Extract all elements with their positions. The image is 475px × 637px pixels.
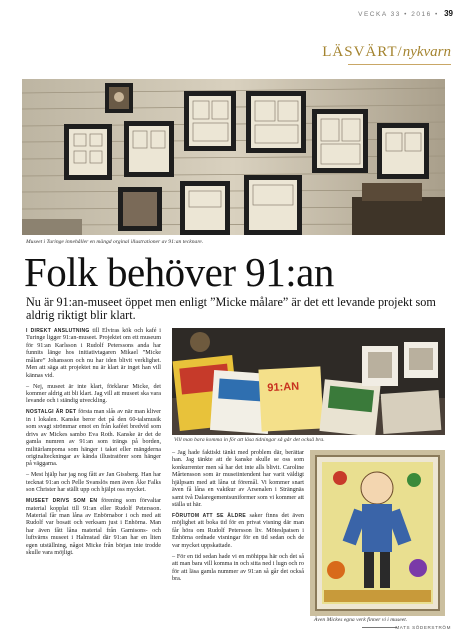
paragraph-text: – Nej, museet är inte klart, förklarar Micke, det kommer aldrig att bli klart. Jag vill att museet ska vara levande och i ständig utveckling. bbox=[26, 383, 161, 405]
comics-photo bbox=[172, 328, 445, 435]
paragraph bbox=[26, 409, 161, 469]
page-number: 39 bbox=[444, 9, 453, 18]
byline-rule bbox=[362, 627, 397, 628]
hero-photo bbox=[22, 79, 445, 235]
art-photo bbox=[310, 450, 445, 616]
folio bbox=[358, 9, 453, 18]
section-label-left: LÄSVÄRT/ bbox=[322, 44, 403, 60]
lead-in: I DIREKT ANSLUTNING bbox=[26, 328, 90, 334]
paragraph bbox=[172, 513, 304, 550]
paragraph-text: första man slås av när man kliver in i lokalen. Kanske beror det på den 60-talsmusik som svagt strömmar emot en från kaféet bredvid som drivs av Mickes sambo Eva Roth. Kanske är det de gamla numren av 91:an som trängs på borden, militärlampoma som hänger i taket eller mängderna originalteckningar av kända illustratörer som hänger på väggarna. bbox=[26, 409, 161, 468]
paragraph bbox=[26, 498, 161, 558]
paragraph-text: förening som förvaltar material kopplat till 91:an eller Rudolf Petersson. Material får man låna av Enbörnabor i och med att Rudolf var bosatt och verksam just i Enhörna. Man har även fått låna material från Garnisons- och luftvärns museet i Halmstad där 91:an har en liten egen utställning, något Micke från början inte trodde skulle vara möjligt. bbox=[26, 498, 161, 557]
lead-in: FÖRUTOM ATT SE ÄLDRE bbox=[172, 513, 247, 520]
hero-caption: Museet i Turinge innehåller en mängd orginal illustrationer av 91:an tecknare. bbox=[26, 239, 204, 245]
headline: Folk behöver 91:an bbox=[24, 249, 334, 295]
art-caption: Även Mickes egna verk finner vi i museet. bbox=[314, 617, 408, 623]
issue-label: VECKA 33 • 2016 • bbox=[358, 11, 439, 18]
byline: MATS SÖDERSTRÖM bbox=[395, 625, 451, 630]
article-column-2 bbox=[172, 450, 304, 587]
paragraph bbox=[26, 328, 161, 380]
paragraph-text: – Jag hade faktiskt tänkt med problem där, berättar han. Jag tänkte att de kanske skulle se oss som konkurrenter men så har det inte alls blivit. Caroline Mårtensson som är museiintendent har varit väldigt hjälpsam med att låna ut föremål. Vi kommer snart även få låna en vaktkur av Arsenalen i Strängnäs samt två Dalaregementsuniformer som vi kommer att ställa ut här. bbox=[172, 450, 304, 509]
comics-caption: Vill man bara komma in för att läsa tidningar så går det också bra. bbox=[174, 437, 325, 443]
paragraph-text: saker finns det även möjlighet att boka tid för en privat visning där man får höra om Rudolf Petersson liv. Möteslpatsen i Enhörna ordnade visningar för en tid sedan och de var mycket uppskattade. bbox=[172, 513, 304, 549]
section-label-right: nykvarn bbox=[402, 44, 451, 60]
section-label bbox=[322, 44, 451, 61]
paragraph-text: till Elviras kök och kafé i Turinge ligger 91:an-museet. Projektet om ett museum för 91:an Karlsson i Rudolf Peterssons anda har funnits länge hos initiativtagaren Mikael ”Micke målare” Johansson och nu har iden blivit verklighet. Men att säga att projektet nu är klart är inget han vill kännas vid. bbox=[26, 328, 161, 379]
paragraph bbox=[26, 472, 161, 494]
section-rule bbox=[348, 64, 451, 65]
comic-cover-title: 91:AN bbox=[267, 380, 300, 395]
paragraph bbox=[172, 450, 304, 510]
paragraph bbox=[26, 384, 161, 406]
paragraph-text: – Mest hjälp har jag nog fått av Jan Gissberg. Han har tecknat 91:an och Pelle Svanslös men även Åke Falks son Christer har ställt upp och hjälpt oss mycket. bbox=[26, 472, 161, 494]
article-column-1 bbox=[26, 328, 161, 561]
deck: Nu är 91:an-museet öppet men enligt ”Micke målare” är det ett levande projekt som aldrig riktigt blir klart. bbox=[26, 295, 436, 322]
lead-in: MUSEET DRIVS SOM EN bbox=[26, 498, 98, 505]
paragraph bbox=[172, 554, 304, 584]
paragraph-text: – För en tid sedan hade vi en möhippa här och det så att man bara vill komma in och sitta ned i lugn och ro för att läsa gamla nummer av 91:an så går det också bra. bbox=[172, 553, 304, 583]
lead-in: NOSTALGI ÄR DET bbox=[26, 409, 77, 416]
